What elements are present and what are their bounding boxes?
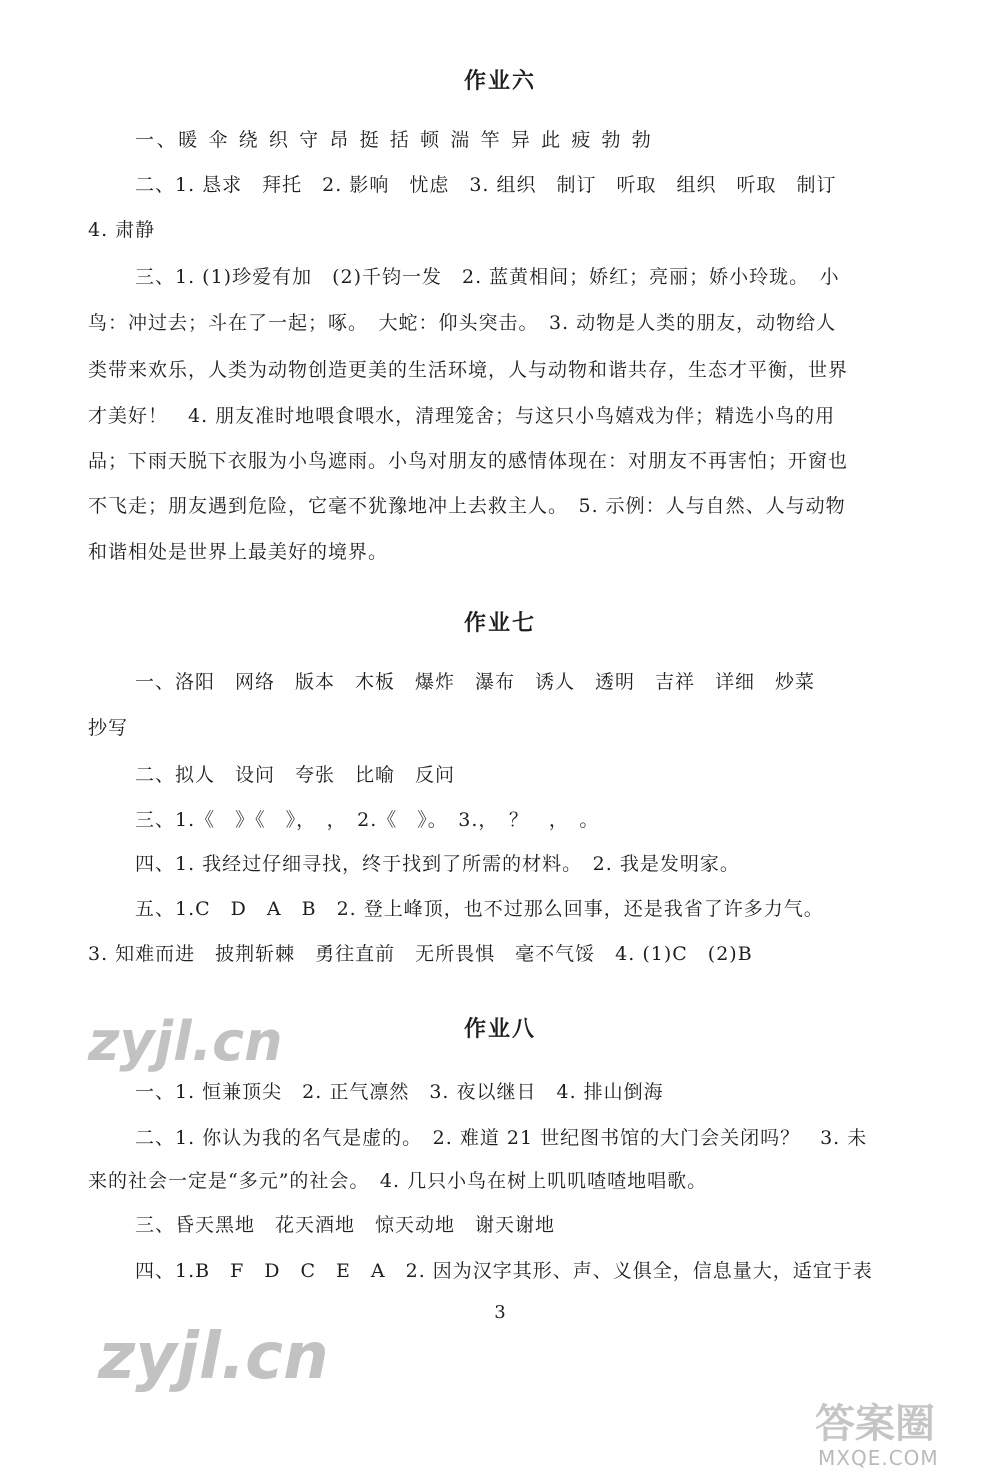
answer-line: 品；下雨天脱下衣服为小鸟遮雨。小鸟对朋友的感情体现在：对朋友不再害怕；开窗也 <box>88 450 849 472</box>
watermark: zyjl.cn <box>98 1320 329 1394</box>
watermark: zyjl.cn <box>88 1010 283 1073</box>
answer-line: 一、1. 恒兼顶尖 2. 正气凛然 3. 夜以继日 4. 排山倒海 <box>135 1081 664 1103</box>
section-title-8: 作业八 <box>463 1017 536 1042</box>
answer-line: 3. 知难而进 披荆斩棘 勇往直前 无所畏惧 毫不气馁 4. (1)C (2)B <box>88 943 753 965</box>
answer-line: 二、拟人 设问 夸张 比喻 反问 <box>135 764 456 786</box>
answer-line: 一、暖 伞 绕 织 守 昂 挺 括 顿 湍 竿 异 此 疲 勃 勃 <box>135 129 654 151</box>
answer-line: 类带来欢乐，人类为动物创造更美的生活环境，人与动物和谐共存，生态才平衡，世界 <box>88 359 849 381</box>
answer-line: 四、1. 我经过仔细寻找，终于找到了所需的材料。 2. 我是发明家。 <box>135 853 740 875</box>
answer-line: 4. 肃静 <box>88 219 156 241</box>
section-title-6: 作业六 <box>463 69 536 94</box>
site-logo: 答案圈 <box>815 1401 935 1447</box>
site-logo-url: MXQE.COM <box>818 1446 939 1470</box>
answer-line: 鸟：冲过去；斗在了一起；啄。 大蛇：仰头突击。 3. 动物是人类的朋友，动物给人 <box>88 312 837 334</box>
answer-line: 不飞走；朋友遇到危险，它毫不犹豫地冲上去救主人。 5. 示例：人与自然、人与动物 <box>88 495 846 517</box>
answer-line: 抄写 <box>88 717 129 739</box>
answer-line: 二、1. 你认为我的名气是虚的。 2. 难道 21 世纪图书馆的大门会关闭吗？ 3. 未 <box>135 1127 868 1149</box>
answer-line: 三、1. (1)珍爱有加 (2)千钧一发 2. 蓝黄相间；娇红；亮丽；娇小玲珑。 小 <box>135 266 840 288</box>
answer-line: 来的社会一定是“多元”的社会。 4. 几只小鸟在树上叽叽喳喳地唱歌。 <box>88 1170 708 1192</box>
section-title-7: 作业七 <box>463 611 536 636</box>
answer-line: 四、1.B F D C E A 2. 因为汉字其形、声、义俱全，信息量大，适宜于表 <box>135 1260 873 1282</box>
answer-line: 才美好！ 4. 朋友准时地喂食喂水，清理笼舍；与这只小鸟嬉戏为伴；精选小鸟的用 <box>88 405 836 427</box>
page-number: 3 <box>494 1302 506 1323</box>
answer-line: 和谐相处是世界上最美好的境界。 <box>88 541 389 563</box>
answer-line: 三、1.《 》《 》， ， 2.《 》。 3.， ？ ， 。 <box>135 809 600 831</box>
answer-line: 二、1. 恳求 拜托 2. 影响 忧虑 3. 组织 制订 听取 组织 听取 制订 <box>135 174 837 196</box>
answer-line: 一、洛阳 网络 版本 木板 爆炸 瀑布 诱人 透明 吉祥 详细 炒菜 <box>135 671 816 693</box>
answer-line: 五、1.C D A B 2. 登上峰顶，也不过那么回事，还是我省了许多力气。 <box>135 898 824 920</box>
answer-line: 三、昏天黑地 花天酒地 惊天动地 谢天谢地 <box>135 1214 556 1236</box>
